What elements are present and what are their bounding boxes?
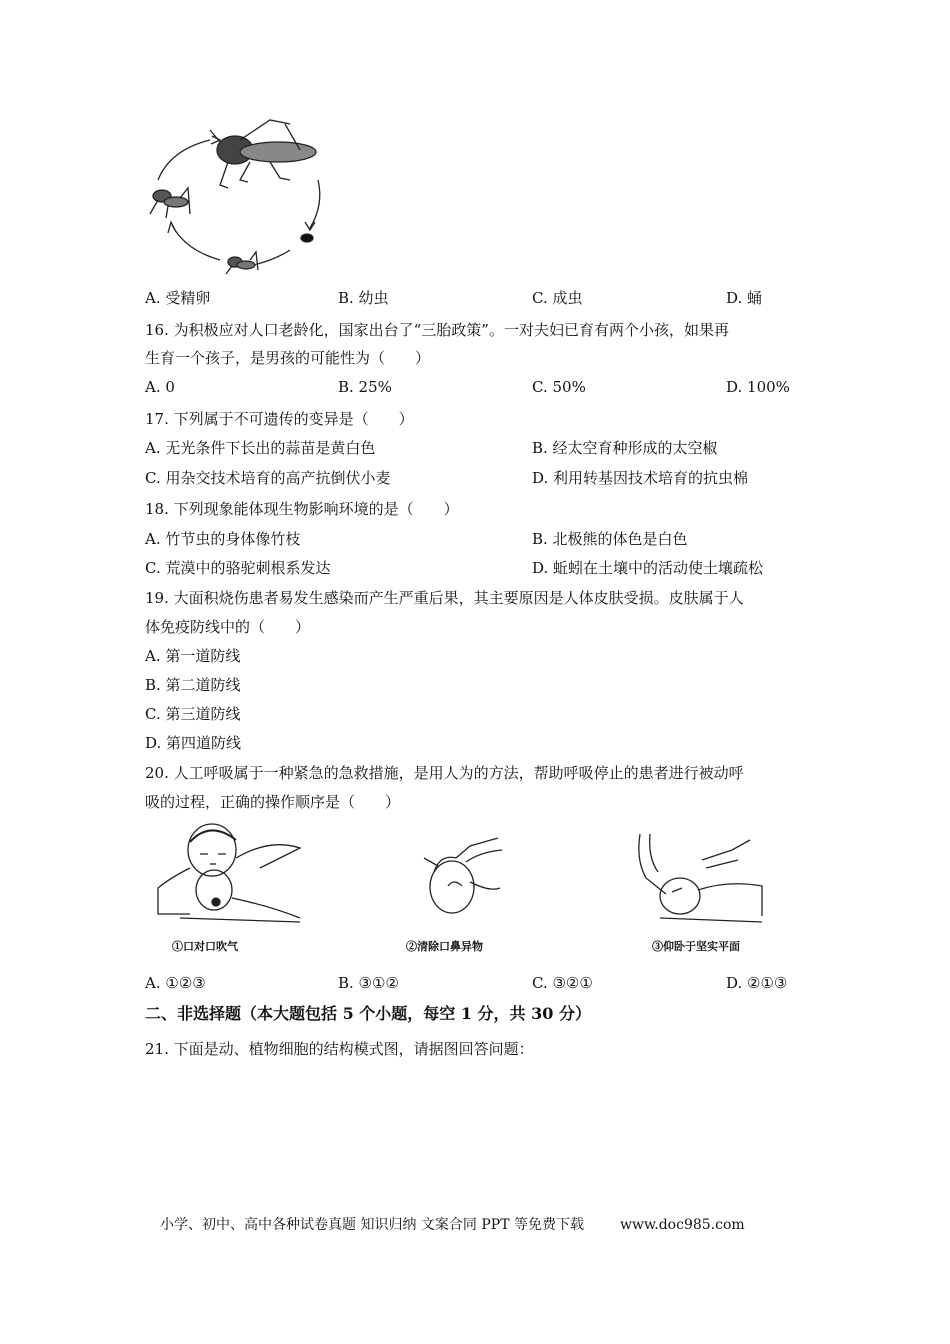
page-footer: [160, 1214, 745, 1234]
q17-stem: 17. 下列属于不可遗传的变异是（ ）: [145, 410, 414, 428]
cycle-arrow-icon: [158, 140, 210, 180]
q17-option-c[interactable]: C. 用杂交技术培育的高产抗倒伏小麦: [145, 469, 391, 487]
footer-url[interactable]: www.doc985.com: [619, 1217, 745, 1233]
q16-option-a[interactable]: A. 0: [145, 378, 175, 396]
q20-option-b[interactable]: B. ③①②: [338, 974, 399, 992]
grasshopper-nymph-icon: [150, 188, 190, 218]
section-2-title: 二、非选择题（本大题包括 5 个小题，每空 1 分，共 30 分）: [145, 1004, 591, 1023]
q19-option-a[interactable]: A. 第一道防线: [145, 647, 241, 665]
q19-stem-line1: 19. 大面积烧伤患者易发生感染而产生严重后果，其主要原因是人体皮肤受损。皮肤属于人: [145, 589, 744, 607]
q16-stem-line1: 16. 为积极应对人口老龄化，国家出台了“三胎政策”。一对夫妇已育有两个小孩，如果再: [145, 321, 729, 339]
cpr-illustration-icon: [150, 818, 310, 928]
q20-caption-1: ①口对口吹气: [172, 940, 238, 953]
q16-option-b[interactable]: B. 25%: [338, 378, 392, 396]
q19-option-b[interactable]: B. 第二道防线: [145, 676, 241, 694]
grasshopper-small-nymph-icon: [226, 252, 258, 274]
cpr-clear-airway-icon: [410, 832, 510, 917]
egg-icon: [301, 234, 313, 242]
q17-option-b[interactable]: B. 经太空育种形成的太空椒: [532, 439, 718, 457]
q19-option-d[interactable]: D. 第四道防线: [145, 734, 242, 752]
grasshopper-life-cycle-figure: [140, 110, 330, 280]
q20-stem-line2: 吸的过程，正确的操作顺序是（ ）: [145, 793, 401, 811]
q19-stem-line2: 体免疫防线中的（ ）: [145, 618, 311, 636]
q18-option-d[interactable]: D. 蚯蚓在土壤中的活动使土壤疏松: [532, 559, 764, 577]
q16-stem-line2: 生育一个孩子，是男孩的可能性为（ ）: [145, 349, 431, 367]
q18-option-c[interactable]: C. 荒漠中的骆驼刺根系发达: [145, 559, 331, 577]
q18-stem: 18. 下列现象能体现生物影响环境的是（ ）: [145, 500, 459, 518]
q16-option-c[interactable]: C. 50%: [532, 378, 586, 396]
footer-text: 小学、初中、高中各种试卷真题 知识归纳 文案合同 PPT 等免费下载: [160, 1217, 584, 1233]
q20-caption-2: ②清除口鼻异物: [406, 940, 483, 953]
grasshopper-adult-icon: [210, 120, 316, 188]
q15-option-c[interactable]: C. 成虫: [532, 289, 583, 307]
q20-option-d[interactable]: D. ②①③: [726, 974, 788, 992]
q15-option-a[interactable]: A. 受精卵: [145, 289, 211, 307]
q16-option-d[interactable]: D. 100%: [726, 378, 790, 396]
q20-caption-3: ③仰卧于坚实平面: [652, 940, 740, 953]
q17-option-a[interactable]: A. 无光条件下长出的蒜苗是黄白色: [145, 439, 376, 457]
q20-option-c[interactable]: C. ③②①: [532, 974, 593, 992]
q19-option-c[interactable]: C. 第三道防线: [145, 705, 241, 723]
q21-stem: 21. 下面是动、植物细胞的结构模式图，请据图回答问题：: [145, 1040, 534, 1058]
q17-option-d[interactable]: D. 利用转基因技术培育的抗虫棉: [532, 469, 749, 487]
q18-option-a[interactable]: A. 竹节虫的身体像竹枝: [145, 530, 301, 548]
q15-option-b[interactable]: B. 幼虫: [338, 289, 389, 307]
cpr-supine-position-icon: [632, 830, 772, 930]
q20-option-a[interactable]: A. ①②③: [145, 974, 206, 992]
q20-stem-line1: 20. 人工呼吸属于一种紧急的急救措施，是用人为的方法，帮助呼吸停止的患者进行被动呼: [145, 764, 744, 782]
q15-option-d[interactable]: D. 蛹: [726, 289, 763, 307]
q18-option-b[interactable]: B. 北极熊的体色是白色: [532, 530, 688, 548]
